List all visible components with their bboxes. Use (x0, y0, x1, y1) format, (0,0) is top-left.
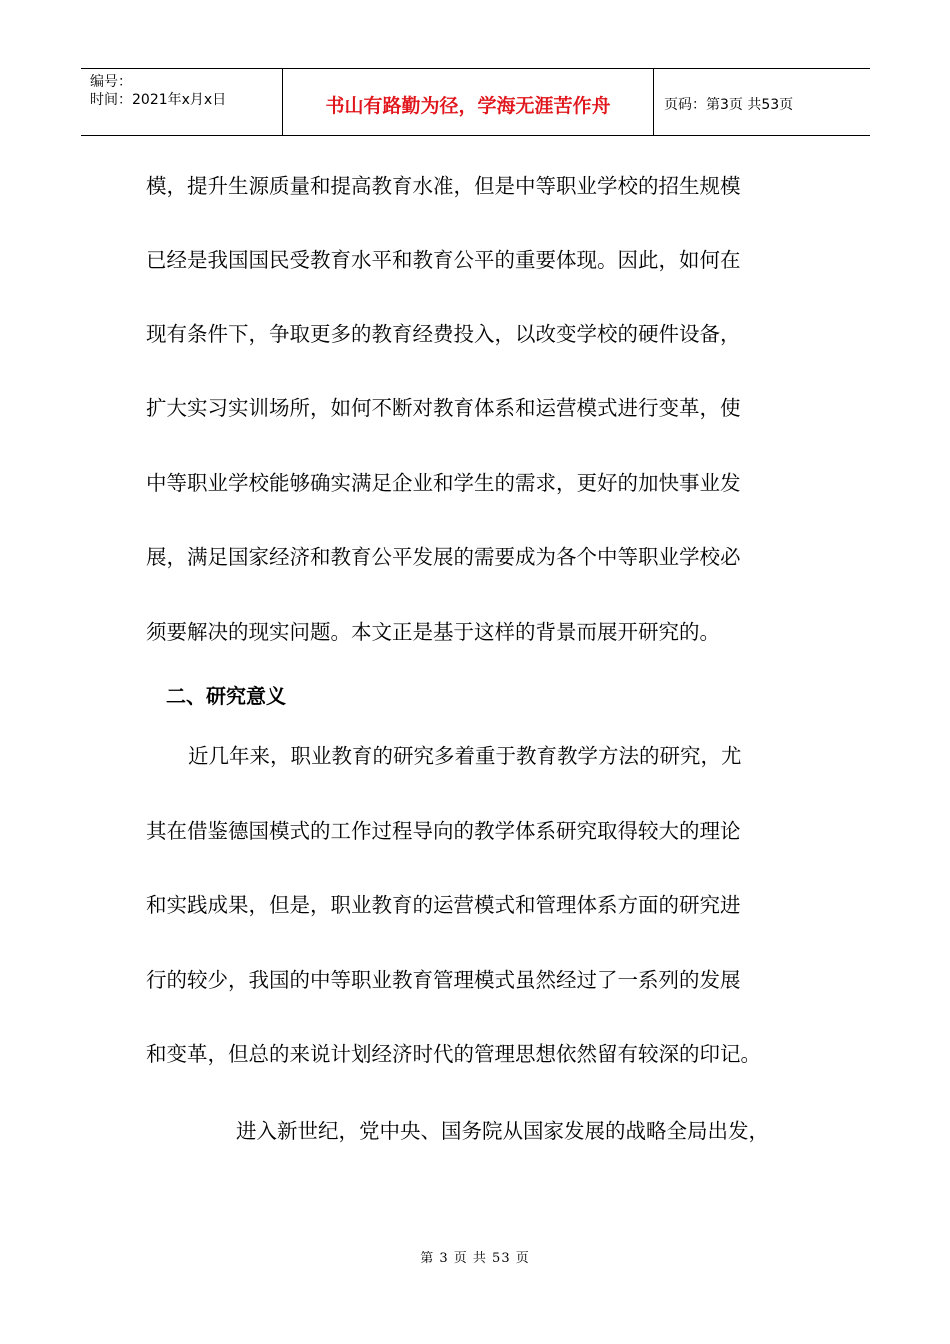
date-label: 时间：2021年x月x日 (90, 92, 227, 108)
body-line: 须要解决的现实问题。本文正是基于这样的背景而展开研究的。 (146, 620, 720, 644)
body-line: 展，满足国家经济和教育公平发展的需要成为各个中等职业学校必 (146, 545, 741, 569)
document-header (81, 68, 870, 136)
body-line: 中等职业学校能够确实满足企业和学生的需求，更好的加快事业发 (146, 471, 741, 495)
header-meta-cell (81, 69, 282, 135)
body-line: 扩大实习实训场所，如何不断对教育体系和运营模式进行变革，使 (146, 396, 741, 420)
header-page-info: 页码：第3页 共53页 (664, 97, 794, 113)
section-heading: 二、研究意义 (166, 684, 286, 708)
body-line: 近几年来，职业教育的研究多着重于教育教学方法的研究，尤 (188, 744, 742, 768)
body-line: 和实践成果，但是，职业教育的运营模式和管理体系方面的研究进 (146, 893, 741, 917)
header-motto: 书山有路勤为径，学海无涯苦作舟 (282, 69, 654, 135)
body-line: 现有条件下，争取更多的教育经费投入，以改变学校的硬件设备， (146, 322, 741, 346)
body-line: 和变革，但总的来说计划经济时代的管理思想依然留有较深的印记。 (146, 1042, 761, 1066)
body-line: 进入新世纪，党中央、国务院从国家发展的战略全局出发， (236, 1119, 769, 1143)
body-line: 模，提升生源质量和提高教育水准，但是中等职业学校的招生规模 (146, 174, 741, 198)
body-line: 其在借鉴德国模式的工作过程导向的教学体系研究取得较大的理论 (146, 819, 741, 843)
body-line: 行的较少，我国的中等职业教育管理模式虽然经过了一系列的发展 (146, 968, 741, 992)
page-footer: 第 3 页 共 53 页 (420, 1251, 530, 1266)
number-label: 编号： (90, 74, 132, 90)
body-line: 已经是我国国民受教育水平和教育公平的重要体现。因此，如何在 (146, 248, 741, 272)
